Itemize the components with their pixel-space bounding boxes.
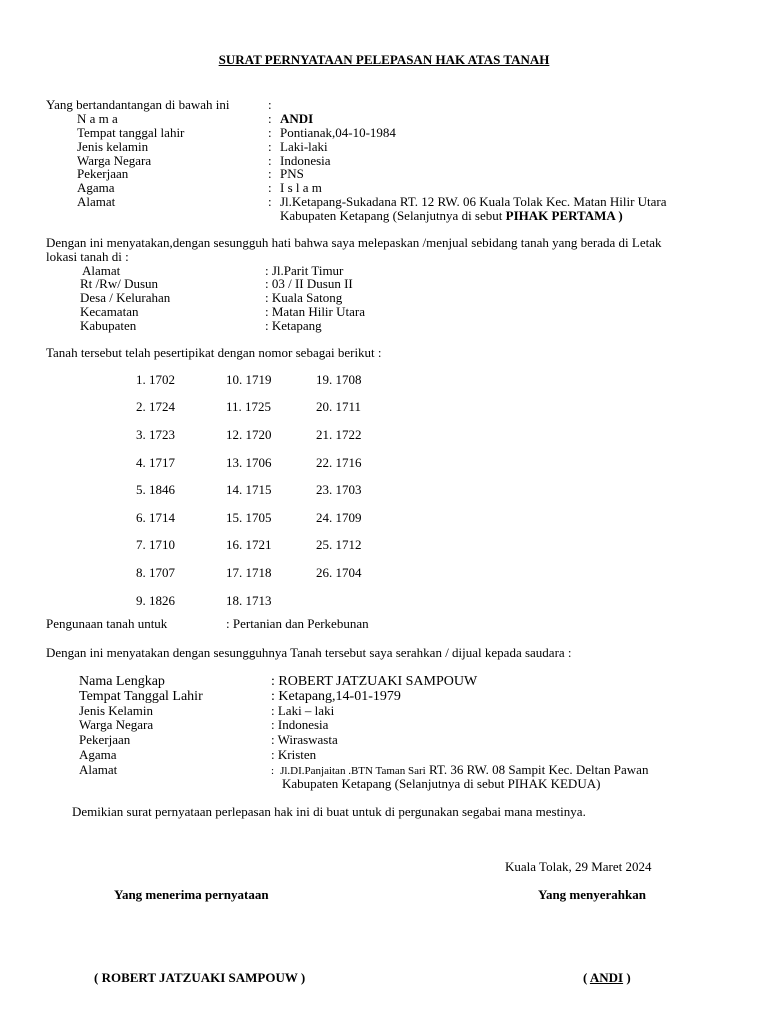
- location-value: : Jl.Parit Timur: [265, 263, 344, 278]
- paren-close: ): [297, 970, 306, 985]
- closing-statement: Demikian surat pernyataan perlepasan hak ini di buat untuk di pergunakan segabai mana mestinya.: [72, 804, 586, 819]
- field-label: Tempat tanggal lahir: [77, 125, 185, 140]
- field-colon: :: [268, 153, 272, 168]
- field-label: N a m a: [77, 111, 118, 126]
- statement-line-2: lokasi tanah di :: [46, 249, 129, 264]
- certificate-number: 24. 1709: [316, 510, 362, 525]
- paren-open: (: [583, 970, 590, 985]
- field-colon: :: [268, 139, 272, 154]
- location-value: : Matan Hilir Utara: [265, 304, 365, 319]
- field-value: : Indonesia: [271, 717, 329, 732]
- field-value: : Laki – laki: [271, 703, 335, 718]
- address-rest: RT. 36 RW. 08 Sampit Kec. Deltan Pawan: [425, 762, 649, 777]
- certificate-number: 22. 1716: [316, 455, 362, 470]
- statement-line-1: Dengan ini menyatakan,dengan sesungguh hati bahwa saya melepaskan /menjual sebidang tanah yang berada di Letak: [46, 235, 662, 250]
- giver-heading: Yang menyerahkan: [538, 887, 646, 902]
- certificate-number: 10. 1719: [226, 372, 272, 387]
- field-label: Pekerjaan: [79, 732, 131, 747]
- location-label: Alamat: [82, 263, 121, 278]
- field-label: Tempat Tanggal Lahir: [79, 689, 203, 704]
- certificate-number: 3. 1723: [136, 427, 175, 442]
- certificate-number: 5. 1846: [136, 482, 175, 497]
- usage-label: Pengunaan tanah untuk: [46, 616, 168, 631]
- field-value: PNS: [280, 166, 304, 181]
- receiver-signature: [94, 971, 305, 985]
- field-value: : Kristen: [271, 747, 317, 762]
- field-label: Pekerjaan: [77, 166, 129, 181]
- field-value-name: ANDI: [280, 111, 314, 126]
- location-label: Kecamatan: [80, 304, 139, 319]
- paren-close: ): [623, 970, 631, 985]
- receiver-name: ROBERT JATZUAKI SAMPOUW: [101, 970, 298, 985]
- certificate-number: 11. 1725: [226, 399, 272, 414]
- certificate-number: 17. 1718: [226, 565, 272, 580]
- location-value: : 03 / II Dusun II: [265, 276, 353, 291]
- certificate-number: 16. 1721: [226, 537, 272, 552]
- location-label: Desa / Kelurahan: [80, 290, 171, 305]
- paren-open: (: [94, 970, 102, 985]
- certificate-number: 6. 1714: [136, 510, 175, 525]
- address-street: Jl.DI.Panjaitan .BTN Taman Sari: [280, 765, 426, 777]
- field-value: Indonesia: [280, 153, 331, 168]
- certificate-number: 20. 1711: [316, 399, 362, 414]
- field-label: Nama Lengkap: [79, 674, 165, 689]
- field-label: Warga Negara: [77, 153, 152, 168]
- intro-text: Yang bertandantangan di bawah ini: [46, 97, 230, 112]
- address-continuation-text: Kabupaten Ketapang (Selanjutnya di sebut: [280, 208, 506, 223]
- address-continuation: Kabupaten Ketapang (Selanjutnya di sebut PIHAK KEDUA): [282, 776, 601, 791]
- place-date: Kuala Tolak, 29 Maret 2024: [505, 859, 652, 874]
- certificate-number: 25. 1712: [316, 537, 362, 552]
- intro-colon: :: [268, 97, 272, 112]
- location-value: : Kuala Satong: [265, 290, 343, 305]
- field-colon: :: [268, 194, 272, 209]
- field-value: Laki-laki: [280, 139, 328, 154]
- certificate-number: 8. 1707: [136, 565, 175, 580]
- field-label: Agama: [79, 747, 117, 762]
- field-colon: :: [268, 111, 272, 126]
- certificate-number: 4. 1717: [136, 455, 175, 470]
- field-colon: :: [268, 166, 272, 181]
- receiver-heading: Yang menerima pernyataan: [114, 887, 269, 902]
- location-label: Rt /Rw/ Dusun: [80, 276, 159, 291]
- certificate-intro: Tanah tersebut telah pesertipikat dengan nomor sebagai berikut :: [46, 345, 382, 360]
- field-label: Alamat: [77, 194, 116, 209]
- field-value: Jl.Ketapang-Sukadana RT. 12 RW. 06 Kuala Tolak Kec. Matan Hilir Utara: [280, 194, 667, 209]
- certificate-number: 14. 1715: [226, 482, 272, 497]
- address-colon: :: [271, 765, 275, 777]
- certificate-number: 7. 1710: [136, 537, 175, 552]
- field-label: Warga Negara: [79, 717, 154, 732]
- field-label: Jenis kelamin: [77, 139, 149, 154]
- usage-value: : Pertanian dan Perkebunan: [226, 616, 369, 631]
- field-colon: :: [268, 125, 272, 140]
- certificate-number: 2. 1724: [136, 399, 175, 414]
- statement-2: Dengan ini menyatakan dengan sesungguhnya Tanah tersebut saya serahkan / dijual kepada saudara :: [46, 645, 572, 660]
- giver-signature: [583, 971, 631, 985]
- field-value: : ROBERT JATZUAKI SAMPOUW: [271, 674, 478, 689]
- field-value: I s l a m: [280, 180, 322, 195]
- certificate-number: 23. 1703: [316, 482, 362, 497]
- field-label: Alamat: [79, 762, 118, 777]
- location-label: Kabupaten: [80, 318, 137, 333]
- certificate-number: 19. 1708: [316, 372, 362, 387]
- address-continuation: [280, 209, 623, 223]
- location-value: : Ketapang: [265, 318, 322, 333]
- certificate-number: 26. 1704: [316, 565, 362, 580]
- certificate-number: 13. 1706: [226, 455, 272, 470]
- certificate-number: 12. 1720: [226, 427, 272, 442]
- certificate-number: 9. 1826: [136, 593, 175, 608]
- field-label: Agama: [77, 180, 115, 195]
- document-title: SURAT PERNYATAAN PELEPASAN HAK ATAS TANAH: [218, 52, 550, 67]
- field-value: : Ketapang,14-01-1979: [271, 689, 401, 704]
- field-label: Jenis Kelamin: [79, 703, 154, 718]
- certificate-number: 15. 1705: [226, 510, 272, 525]
- field-value: Pontianak,04-10-1984: [280, 125, 396, 140]
- certificate-number: 1. 1702: [136, 372, 175, 387]
- field-value: : Wiraswasta: [271, 732, 338, 747]
- pihak-pertama-label: PIHAK PERTAMA ): [505, 208, 623, 223]
- field-colon: :: [268, 180, 272, 195]
- certificate-number: 21. 1722: [316, 427, 362, 442]
- giver-name: ANDI: [589, 970, 624, 985]
- certificate-number: 18. 1713: [226, 593, 272, 608]
